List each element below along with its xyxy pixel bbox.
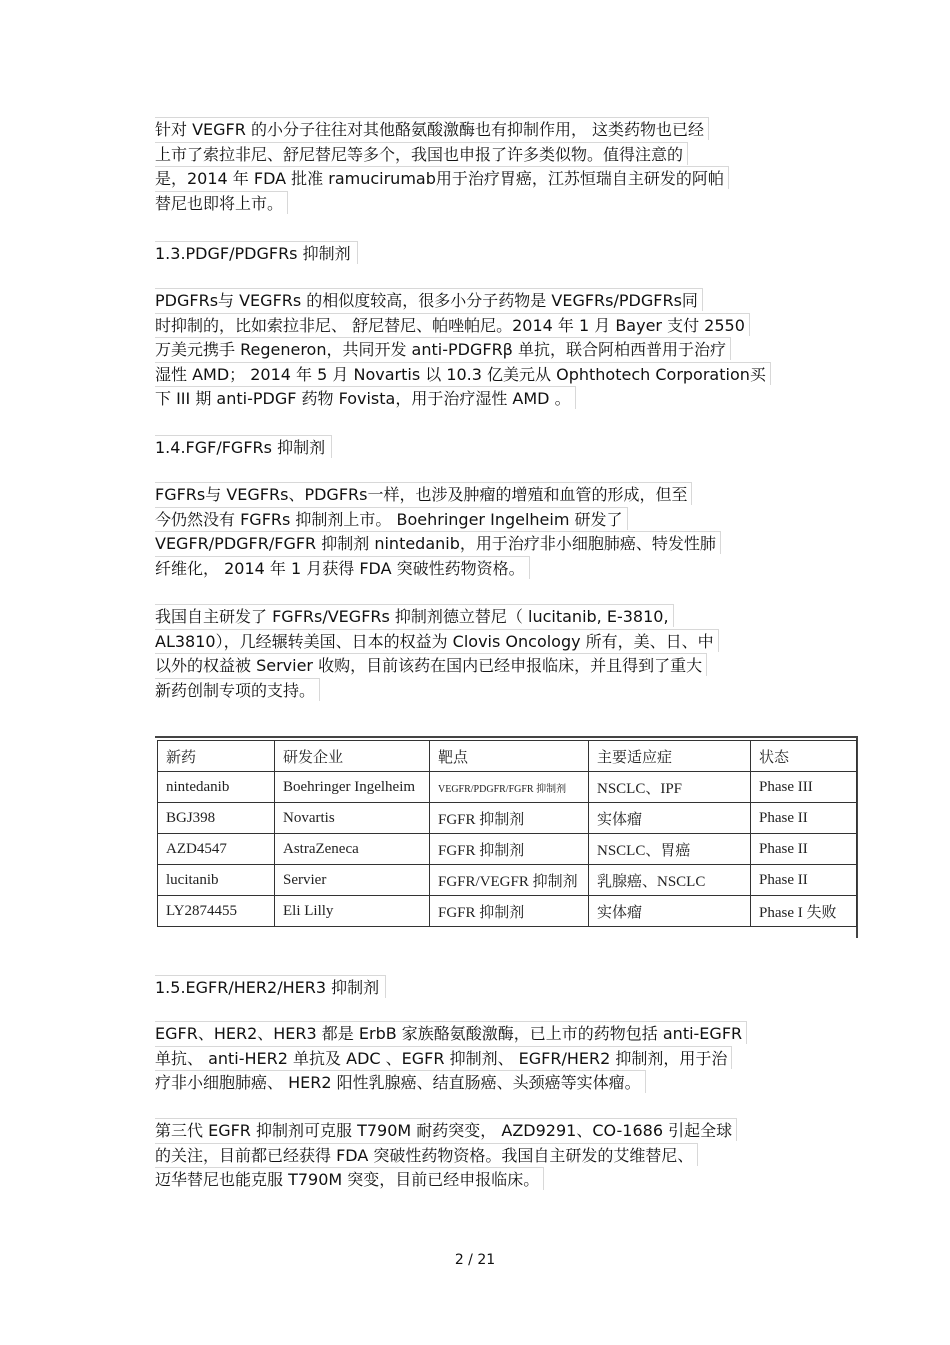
text-line: 是，2014 年 FDA 批准 ramucirumab用于治疗胃癌，江苏恒瑞自主研发的阿帕 (155, 166, 729, 189)
table-cell: Phase II (751, 803, 857, 834)
paragraph-pdgf (155, 288, 795, 411)
text-line: 上市了索拉非尼、舒尼替尼等多个，我国也申报了许多类似物。值得注意的 (155, 142, 688, 165)
paragraph-fgf (155, 482, 795, 580)
paragraph-egfr (155, 1021, 795, 1095)
text-line: VEGFR/PDGFR/FGFR 抑制剂 nintedanib，用于治疗非小细胞肺癌、特发性肺 (155, 531, 721, 554)
fgfr-drug-table (157, 740, 857, 927)
table-frame-top (155, 736, 858, 738)
table-cell: NSCLC、胃癌 (589, 834, 751, 865)
table-cell: nintedanib (158, 772, 275, 803)
text-line: 万美元携手 Regeneron，共同开发 anti-PDGFRβ 单抗，联合阿柏西普用于治疗 (155, 337, 731, 360)
table-row (158, 772, 857, 803)
table-cell: FGFR 抑制剂 (430, 803, 589, 834)
text-line: FGFRs与 VEGFRs、PDGFRs一样，也涉及肿瘤的增殖和血管的形成，但至 (155, 482, 692, 505)
page-number: 2 / 21 (454, 1252, 496, 1268)
text-line: AL3810），几经辗转美国、日本的权益为 Clovis Oncology 所有，美、日、中 (155, 629, 719, 652)
text-line: 湿性 AMD； 2014 年 5 月 Novartis 以 10.3 亿美元从 Ophthotech Corporation买 (155, 362, 771, 385)
table-cell: Phase III (751, 772, 857, 803)
section-heading-1-5: 1.5.EGFR/HER2/HER3 抑制剂 (155, 975, 386, 1000)
table-cell: 实体瘤 (589, 896, 751, 927)
text-line: 今仍然没有 FGFRs 抑制剂上市。 Boehringer Ingelheim 研发了 (155, 507, 628, 530)
table-cell: Phase II (751, 834, 857, 865)
table-cell: 乳腺癌、NSCLC (589, 865, 751, 896)
text-line: 我国自主研发了 FGFRs/VEGFRs 抑制剂德立替尼（ lucitanib, E-3810, (155, 604, 674, 627)
header-cell: 新药 (158, 741, 275, 772)
table-cell: Boehringer Ingelheim (275, 772, 430, 803)
table-cell: FGFR 抑制剂 (430, 896, 589, 927)
table-cell: Phase II (751, 865, 857, 896)
table-cell: Phase I 失败 (751, 896, 857, 927)
text-line: 纤维化， 2014 年 1 月获得 FDA 突破性药物资格。 (155, 556, 530, 579)
text-line: 疗非小细胞肺癌、 HER2 阳性乳腺癌、结直肠癌、头颈癌等实体瘤。 (155, 1070, 646, 1093)
paragraph-lucitanib (155, 604, 795, 702)
table-cell: AZD4547 (158, 834, 275, 865)
table-cell: FGFR 抑制剂 (430, 834, 589, 865)
text-line: 新药创制专项的支持。 (155, 678, 320, 701)
header-cell: 靶点 (430, 741, 589, 772)
table-header-row (158, 741, 857, 772)
header-cell: 主要适应症 (589, 741, 751, 772)
table-cell: Eli Lilly (275, 896, 430, 927)
table-cell: FGFR/VEGFR 抑制剂 (430, 865, 589, 896)
table-row (158, 896, 857, 927)
paragraph-third-gen-egfr (155, 1118, 795, 1192)
table-row (158, 803, 857, 834)
text-line: 单抗、 anti-HER2 单抗及 ADC 、EGFR 抑制剂、 EGFR/HER2 抑制剂，用于治 (155, 1046, 732, 1069)
text-line: 的关注，目前都已经获得 FDA 突破性药物资格。我国自主研发的艾维替尼、 (155, 1143, 698, 1166)
table-cell: 实体瘤 (589, 803, 751, 834)
text-line: 第三代 EGFR 抑制剂可克服 T790M 耐药突变， AZD9291、CO-1686 引起全球 (155, 1118, 737, 1141)
text-line: 时抑制的，比如索拉非尼、 舒尼替尼、帕唑帕尼。2014 年 1 月 Bayer 支付 2550 (155, 313, 750, 336)
table-row (158, 865, 857, 896)
paragraph-vegfr (155, 117, 795, 215)
header-cell: 状态 (751, 741, 857, 772)
table-cell: Servier (275, 865, 430, 896)
table-cell: lucitanib (158, 865, 275, 896)
section-heading-1-4: 1.4.FGF/FGFRs 抑制剂 (155, 435, 332, 460)
table-cell: NSCLC、IPF (589, 772, 751, 803)
text-line: 替尼也即将上市。 (155, 191, 288, 214)
table-row (158, 834, 857, 865)
table-cell: VEGFR/PDGFR/FGFR 抑制剂 (430, 772, 589, 803)
text-line: EGFR、HER2、HER3 都是 ErbB 家族酪氨酸激酶，已上市的药物包括 anti-EGFR (155, 1021, 747, 1044)
text-line: 以外的权益被 Servier 收购，目前该药在国内已经申报临床，并且得到了重大 (155, 653, 707, 676)
header-cell: 研发企业 (275, 741, 430, 772)
table-cell: LY2874455 (158, 896, 275, 927)
table-cell: Novartis (275, 803, 430, 834)
section-heading-1-3: 1.3.PDGF/PDGFRs 抑制剂 (155, 241, 358, 266)
table-cell: BGJ398 (158, 803, 275, 834)
table-cell: AstraZeneca (275, 834, 430, 865)
text-line: 迈华替尼也能克服 T790M 突变，目前已经申报临床。 (155, 1167, 544, 1190)
text-line: 下 III 期 anti-PDGF 药物 Fovista，用于治疗湿性 AMD 。 (155, 386, 576, 409)
text-line: 针对 VEGFR 的小分子往往对其他酪氨酸激酶也有抑制作用， 这类药物也已经 (155, 117, 709, 140)
text-line: PDGFRs与 VEGFRs 的相似度较高，很多小分子药物是 VEGFRs/PDGFRs同 (155, 288, 703, 311)
